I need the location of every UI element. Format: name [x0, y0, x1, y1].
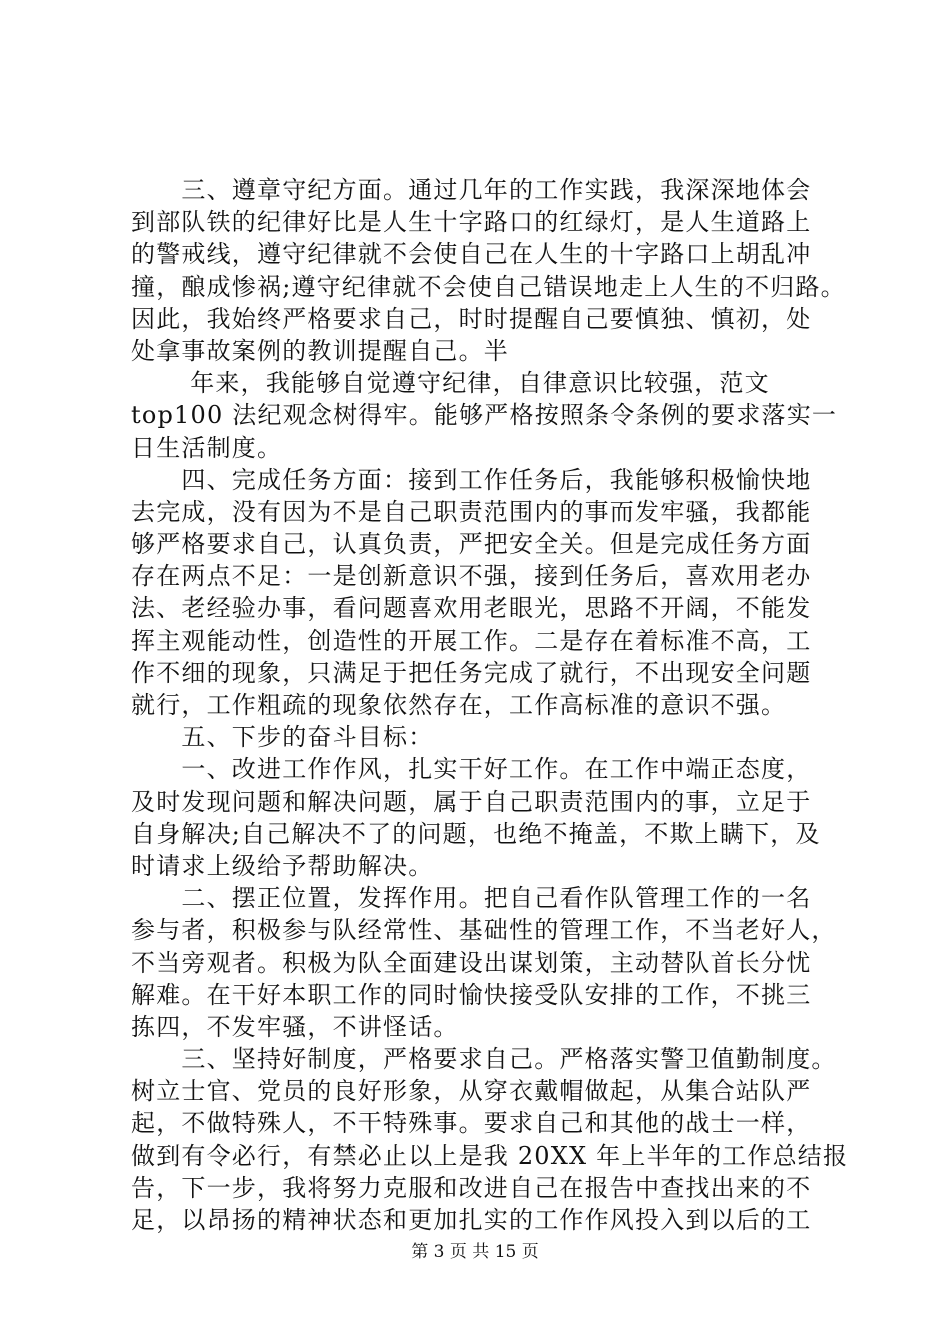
- text-line: 的警戒线，遵守纪律就不会使自己在人生的十字路口上胡乱冲: [131, 240, 812, 269]
- text-line: 时请求上级给予帮助解决。: [131, 851, 434, 880]
- text-line: 就行，工作粗疏的现象依然存在，工作高标准的意识不强。: [131, 691, 787, 719]
- text-line: 存在两点不足：一是创新意识不强，接到任务后，喜欢用老办: [131, 562, 812, 591]
- text-line: 三、遵章守纪方面。通过几年的工作实践，我深深地体会: [131, 176, 812, 204]
- text-line: 处拿事故案例的教训提醒自己。半: [131, 336, 509, 365]
- text-line: 不当旁观者。积极为队全面建设出谋划策，主动替队首长分忧: [131, 948, 812, 977]
- text-line: 去完成，没有因为不是自己职责范围内的事而发牢骚，我都能: [131, 497, 812, 526]
- text-line: 三、坚持好制度，严格要求自己。严格落实警卫值勤制度。: [131, 1045, 837, 1074]
- document-body: [131, 174, 861, 1236]
- text-line: 五、下步的奋斗目标：: [131, 723, 434, 752]
- text-line: 四、完成任务方面：接到工作任务后，我能够积极愉快地: [131, 465, 812, 494]
- text-line: 参与者，积极参与队经常性、基础性的管理工作，不当老好人，: [131, 916, 837, 945]
- text-line: 做到有令必行，有禁必止以上是我 20XX 年上半年的工作总结报: [131, 1141, 849, 1170]
- text-line: 撞，酿成惨祸;遵守纪律就不会使自己错误地走上人生的不归路。: [131, 272, 846, 301]
- text-line: 解难。在干好本职工作的同时愉快接受队安排的工作，不挑三: [131, 980, 812, 1009]
- text-line: 一、改进工作作风，扎实干好工作。在工作中端正态度，: [131, 755, 812, 784]
- text-line: 到部队铁的纪律好比是人生十字路口的红绿灯，是人生道路上: [131, 208, 812, 237]
- text-line: 及时发现问题和解决问题，属于自己职责范围内的事，立足于: [131, 787, 812, 816]
- text-line: 年来，我能够自觉遵守纪律，自律意识比较强，范文: [131, 369, 770, 398]
- page-number-footer: 第 3 页 共 15 页: [411, 1242, 539, 1262]
- text-line: 拣四，不发牢骚，不讲怪话。: [131, 1012, 459, 1041]
- text-line: 起，不做特殊人，不干特殊事。要求自己和其他的战士一样，: [131, 1109, 812, 1138]
- text-line: 挥主观能动性，创造性的开展工作。二是存在着标准不高，工: [131, 626, 812, 655]
- text-line: 足，以昂扬的精神状态和更加扎实的工作作风投入到以后的工: [131, 1206, 812, 1234]
- text-line: 自身解决;自己解决不了的问题，也绝不掩盖，不欺上瞒下，及: [131, 819, 821, 848]
- text-line: 作不细的现象，只满足于把任务完成了就行，不出现安全问题: [131, 658, 812, 687]
- text-line: 告，下一步，我将努力克服和改进自己在报告中查找出来的不: [131, 1173, 812, 1202]
- text-line: 法、老经验办事，看问题喜欢用老眼光，思路不开阔，不能发: [131, 594, 812, 623]
- text-line: 够严格要求自己，认真负责，严把安全关。但是完成任务方面: [131, 530, 812, 559]
- text-line: top100 法纪观念树得牢。能够严格按照条令条例的要求落实一: [131, 401, 838, 430]
- text-line: 日生活制度。: [131, 433, 283, 462]
- text-line: 因此，我始终严格要求自己，时时提醒自己要慎独、慎初，处: [131, 304, 812, 333]
- text-line: 树立士官、党员的良好形象，从穿衣戴帽做起，从集合站队严: [131, 1077, 812, 1106]
- text-line: 二、摆正位置，发挥作用。把自己看作队管理工作的一名: [131, 884, 812, 913]
